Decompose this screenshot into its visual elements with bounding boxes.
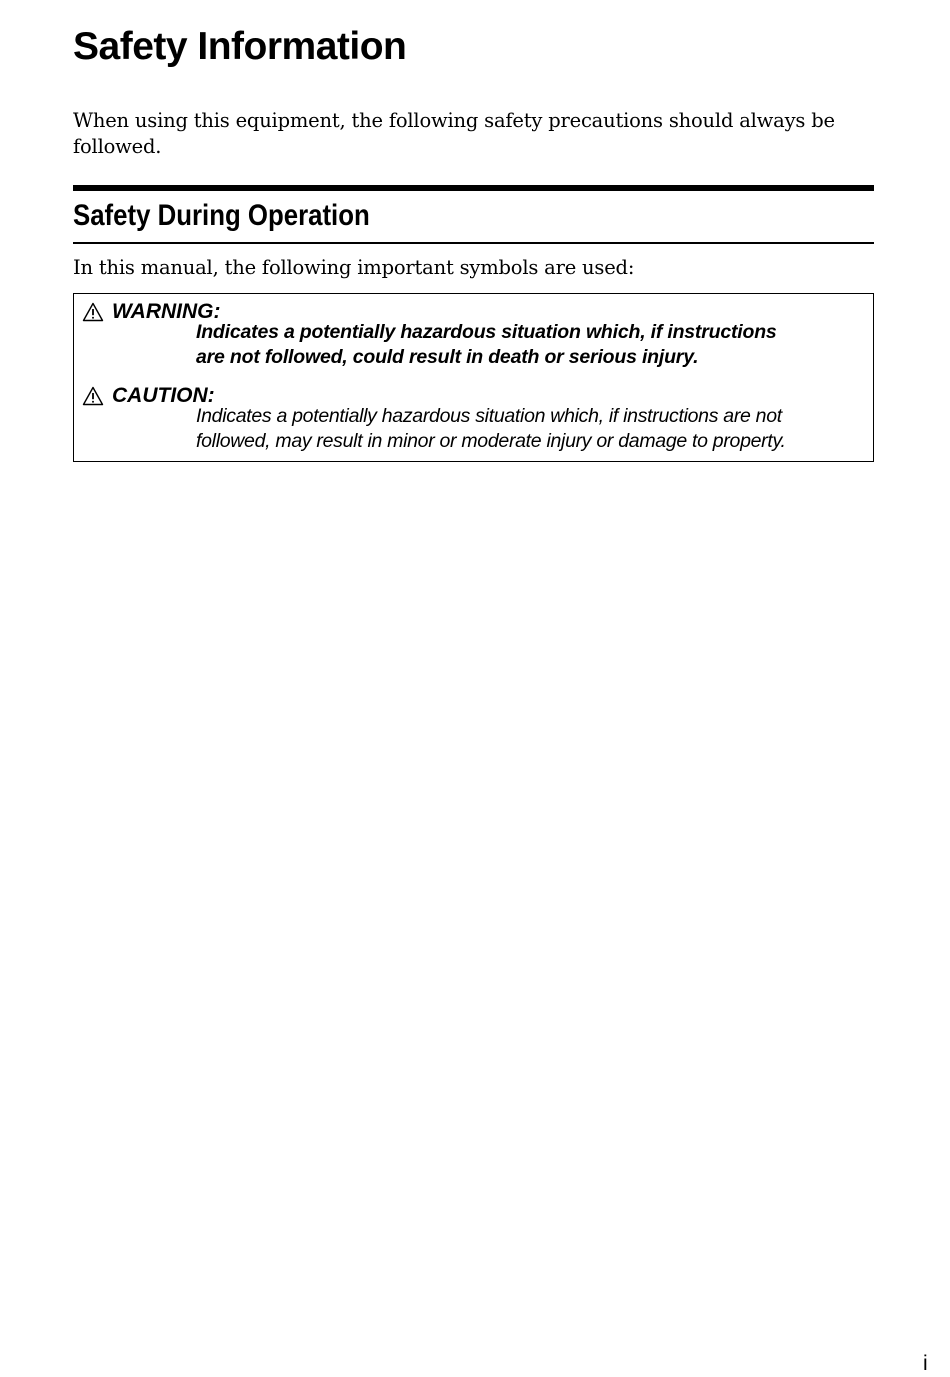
section-heading: Safety During Operation — [73, 199, 370, 232]
caution-description — [196, 404, 876, 454]
page-title: Safety Information — [73, 25, 407, 68]
page-number: i — [923, 1352, 928, 1375]
caution-description-line: followed, may result in minor or moderate injury or damage to property. — [196, 430, 786, 452]
warning-description-line: are not followed, could result in death or serious injury. — [196, 346, 699, 368]
intro-paragraph: When using this equipment, the following safety precautions should always be followed. — [73, 109, 835, 158]
warning-description — [196, 320, 876, 370]
caution-label: CAUTION: — [112, 384, 215, 407]
symbols-box — [73, 293, 874, 462]
warning-triangle-icon — [82, 302, 104, 322]
caution-header — [82, 384, 215, 408]
caution-description-line: Indicates a potentially hazardous situation which, if instructions are not — [196, 405, 782, 427]
section-bottom-rule — [73, 242, 874, 244]
warning-description-line: Indicates a potentially hazardous situation which, if instructions — [196, 321, 777, 343]
symbols-intro: In this manual, the following important symbols are used: — [73, 256, 635, 279]
section-top-rule — [73, 185, 874, 191]
warning-label: WARNING: — [112, 300, 221, 323]
caution-triangle-icon — [82, 386, 104, 406]
caution-entry — [82, 384, 786, 452]
warning-entry — [82, 300, 777, 368]
